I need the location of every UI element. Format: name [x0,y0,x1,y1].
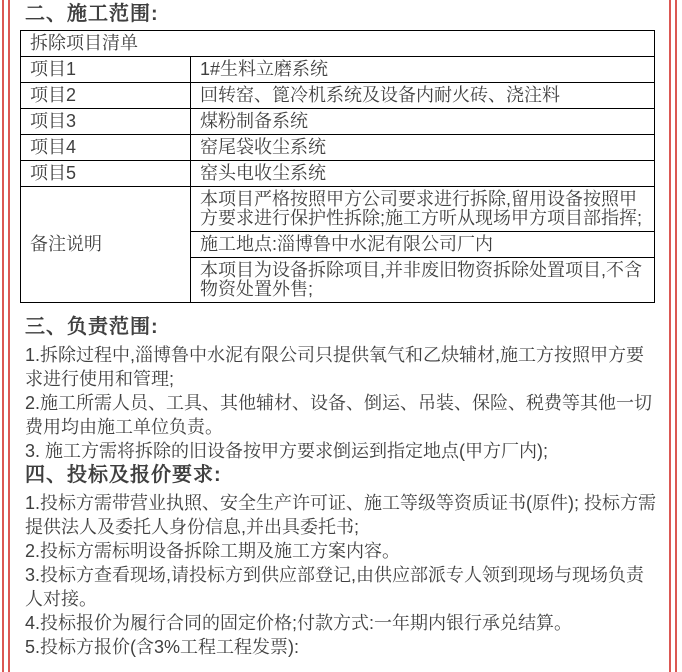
table-row [21,83,655,109]
responsibility-item: 2.施工所需人员、工具、其他辅材、设备、倒运、吊装、保险、税费等其他一切费用均由施工单位负责。 [25,393,653,437]
section-scope-heading: 二、施工范围: [25,3,159,25]
bidding-item: 2.投标方需标明设备拆除工期及施工方案内容。 [25,541,401,561]
table-row [21,135,655,161]
remarks-text: 施工地点:淄博鲁中水泥有限公司厂内 [191,232,655,258]
project-label: 项目2 [21,83,191,109]
demolition-project-table [20,30,655,303]
bidding-item: 5.投标方报价(含3%工程工程发票): [25,637,300,657]
table-row-remarks [21,187,655,232]
table-row-header [21,31,655,57]
responsibility-item: 3. 施工方需将拆除的旧设备按甲方要求倒运到指定地点(甲方厂内); [25,441,548,461]
table-row [21,109,655,135]
page-frame-outer [2,0,677,672]
project-label: 项目5 [21,161,191,187]
bidding-item: 4.投标报价为履行合同的固定价格;付款方式:一年期内银行承兑结算。 [25,613,573,633]
table-row [21,161,655,187]
remarks-label: 备注说明 [21,187,191,303]
section-responsibility [20,315,657,463]
remarks-text: 本项目为设备拆除项目,并非废旧物资拆除处置项目,不含物资处置外售; [191,258,655,303]
project-label: 项目1 [21,57,191,83]
table-row [21,57,655,83]
project-label: 项目3 [21,109,191,135]
project-value: 煤粉制备系统 [191,109,655,135]
remarks-text: 本项目严格按照甲方公司要求进行拆除,留用设备按照甲方要求进行保护性拆除;施工方听从现场甲方项目部指挥; [191,187,655,232]
project-value: 窑头电收尘系统 [191,161,655,187]
table-header-cell: 拆除项目清单 [21,31,655,57]
project-value: 回转窑、篦冷机系统及设备内耐火砖、浇注料 [191,83,655,109]
project-value: 窑尾袋收尘系统 [191,135,655,161]
bidding-item: 3.投标方查看现场,请投标方到供应部登记,由供应部派专人领到现场与现场负责人对接。 [25,565,645,609]
project-value: 1#生料立磨系统 [191,57,655,83]
section-bidding-heading: 四、投标及报价要求: [25,464,222,486]
section-responsibility-heading: 三、负责范围: [25,316,159,338]
responsibility-item: 1.拆除过程中,淄博鲁中水泥有限公司只提供氧气和乙炔辅材,施工方按照甲方要求进行使用和管理; [25,345,645,389]
section-bidding [20,463,657,659]
project-label: 项目4 [21,135,191,161]
page-frame-inner [8,0,671,672]
bidding-item: 1.投标方需带营业执照、安全生产许可证、施工等级等资质证书(原件); 投标方需提供法人及委托人身份信息,并出具委托书; [25,493,656,537]
